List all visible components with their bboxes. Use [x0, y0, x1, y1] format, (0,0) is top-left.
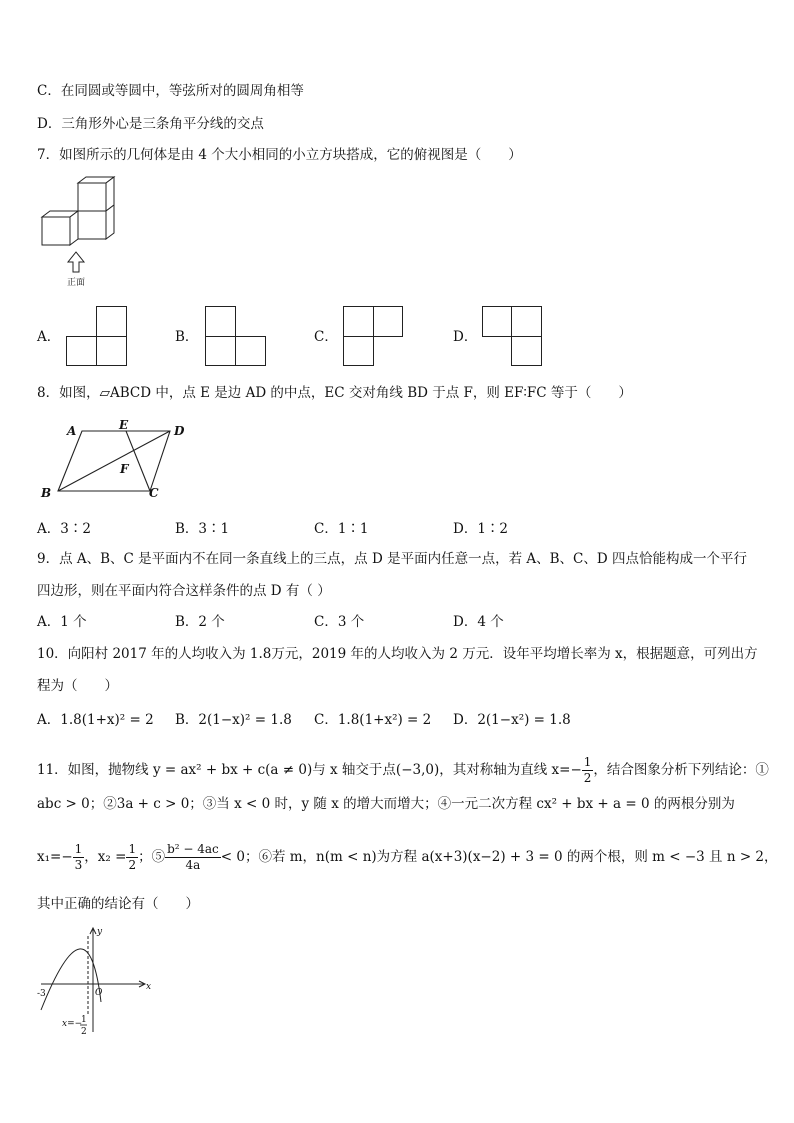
- label-d: D: [174, 424, 185, 438]
- q11-part3c: ；⑤: [138, 849, 166, 865]
- q8-parallelogram-figure: [38, 418, 198, 503]
- q11-disc-fraction: $\frac{\text{b² − 4ac}}{4a}$: [167, 842, 219, 872]
- q6-option-c: C．在同圆或等圆中，等弦所对的圆周角相等: [37, 83, 304, 99]
- q7-option-c-label: C．: [314, 329, 338, 345]
- q10-option-c: C．1.8(1+x²) = 2: [314, 712, 432, 728]
- q10-option-b: B．2(1−x)² = 1.8: [175, 712, 292, 728]
- q11-axis-fraction: $\frac{1}{2}$: [583, 755, 592, 785]
- origin-label: O: [95, 988, 103, 998]
- q8-option-d: D．1∶2: [453, 521, 509, 537]
- q7-option-d-figure: [482, 306, 544, 366]
- symmetry-axis-label: x=−: [62, 1019, 83, 1029]
- q6-option-d: D．三角形外心是三条角平分线的交点: [37, 116, 264, 132]
- front-arrow-icon: [68, 252, 84, 272]
- q9-option-d: D．4 个: [453, 614, 504, 630]
- q8-stem: 8．如图，▱ABCD 中，点 E 是边 AD 的中点，EC 交对角线 BD 于点 F，则 EF∶FC 等于（ ）: [37, 385, 632, 401]
- label-b: B: [41, 486, 52, 500]
- front-label: 正面: [66, 278, 86, 288]
- axis-y-label: y: [97, 927, 103, 937]
- q8-option-a: A．3∶2: [37, 521, 91, 537]
- symmetry-frac-den: 2: [81, 1027, 87, 1037]
- q9-option-a: A．1 个: [37, 614, 87, 630]
- q10-stem-line2: 程为（ ）: [37, 678, 118, 694]
- q11-line3: [37, 840, 778, 874]
- q9-option-b: B．2 个: [175, 614, 225, 630]
- q7-option-a-label: A．: [37, 329, 61, 345]
- q7-option-d-label: D．: [453, 329, 478, 345]
- label-e: E: [119, 418, 129, 432]
- q11-line4: 其中正确的结论有（ ）: [37, 896, 199, 912]
- label-f: F: [120, 462, 129, 476]
- q11-parabola-graph: [35, 922, 160, 1040]
- q10-option-a: A．1.8(1+x)² = 2: [37, 712, 154, 728]
- q11-line2: abc > 0；②3a + c > 0；③当 x < 0 时，y 随 x 的增大而增大；④一元二次方程 cx² + bx + a = 0 的两根分别为: [37, 796, 735, 812]
- q11-x1-fraction: $\frac{1}{3}$: [74, 842, 83, 872]
- axis-x-label: x: [146, 982, 152, 992]
- q7-option-c-figure: [343, 306, 405, 366]
- q11-part1a: 11．如图，抛物线 y = ax² + bx + c(a ≠ 0)与 x 轴交于点(−3,0)，其对称轴为直线 x=−: [37, 762, 582, 778]
- q11-part3b: ，x₂ =: [84, 849, 127, 865]
- q7-option-a-figure: [66, 306, 128, 366]
- q10-option-d: D．2(1−x²) = 1.8: [453, 712, 571, 728]
- q9-stem-line2: 四边形，则在平面内符合这样条件的点 D 有（ ）: [37, 583, 331, 599]
- neg3-label: -3: [37, 989, 46, 999]
- q11-part1b: ，结合图象分析下列结论：①: [593, 762, 769, 778]
- symmetry-frac-num: 1: [81, 1015, 87, 1025]
- q11-part3a: x₁=−: [37, 849, 73, 865]
- label-a: A: [67, 424, 77, 438]
- q7-option-b-figure: [205, 306, 267, 366]
- q9-stem-line1: 9．点 A、B、C 是平面内不在同一条直线上的三点，点 D 是平面内任意一点，若 A、B、C、D 四点恰能构成一个平行: [37, 551, 747, 567]
- label-c: C: [149, 486, 159, 500]
- q7-option-b-label: B．: [175, 329, 199, 345]
- q7-solid-figure: [38, 175, 128, 290]
- q10-stem-line1: 10．向阳村 2017 年的人均收入为 1.8万元，2019 年的人均收入为 2 万元．设年平均增长率为 x，根据题意，可列出方: [37, 646, 758, 662]
- q8-option-c: C．1∶1: [314, 521, 369, 537]
- q8-option-b: B．3∶1: [175, 521, 230, 537]
- q11-part3d: < 0；⑥若 m，n(m < n)为方程 a(x+3)(x−2) + 3 = 0 的两个根，则 m < −3 且 n > 2，: [220, 849, 778, 865]
- q9-option-c: C．3 个: [314, 614, 365, 630]
- q7-stem: 7．如图所示的几何体是由 4 个大小相同的小立方块搭成，它的俯视图是（ ）: [37, 147, 522, 163]
- q11-line1: [37, 754, 769, 786]
- q11-x2-fraction: $\frac{1}{2}$: [128, 842, 137, 872]
